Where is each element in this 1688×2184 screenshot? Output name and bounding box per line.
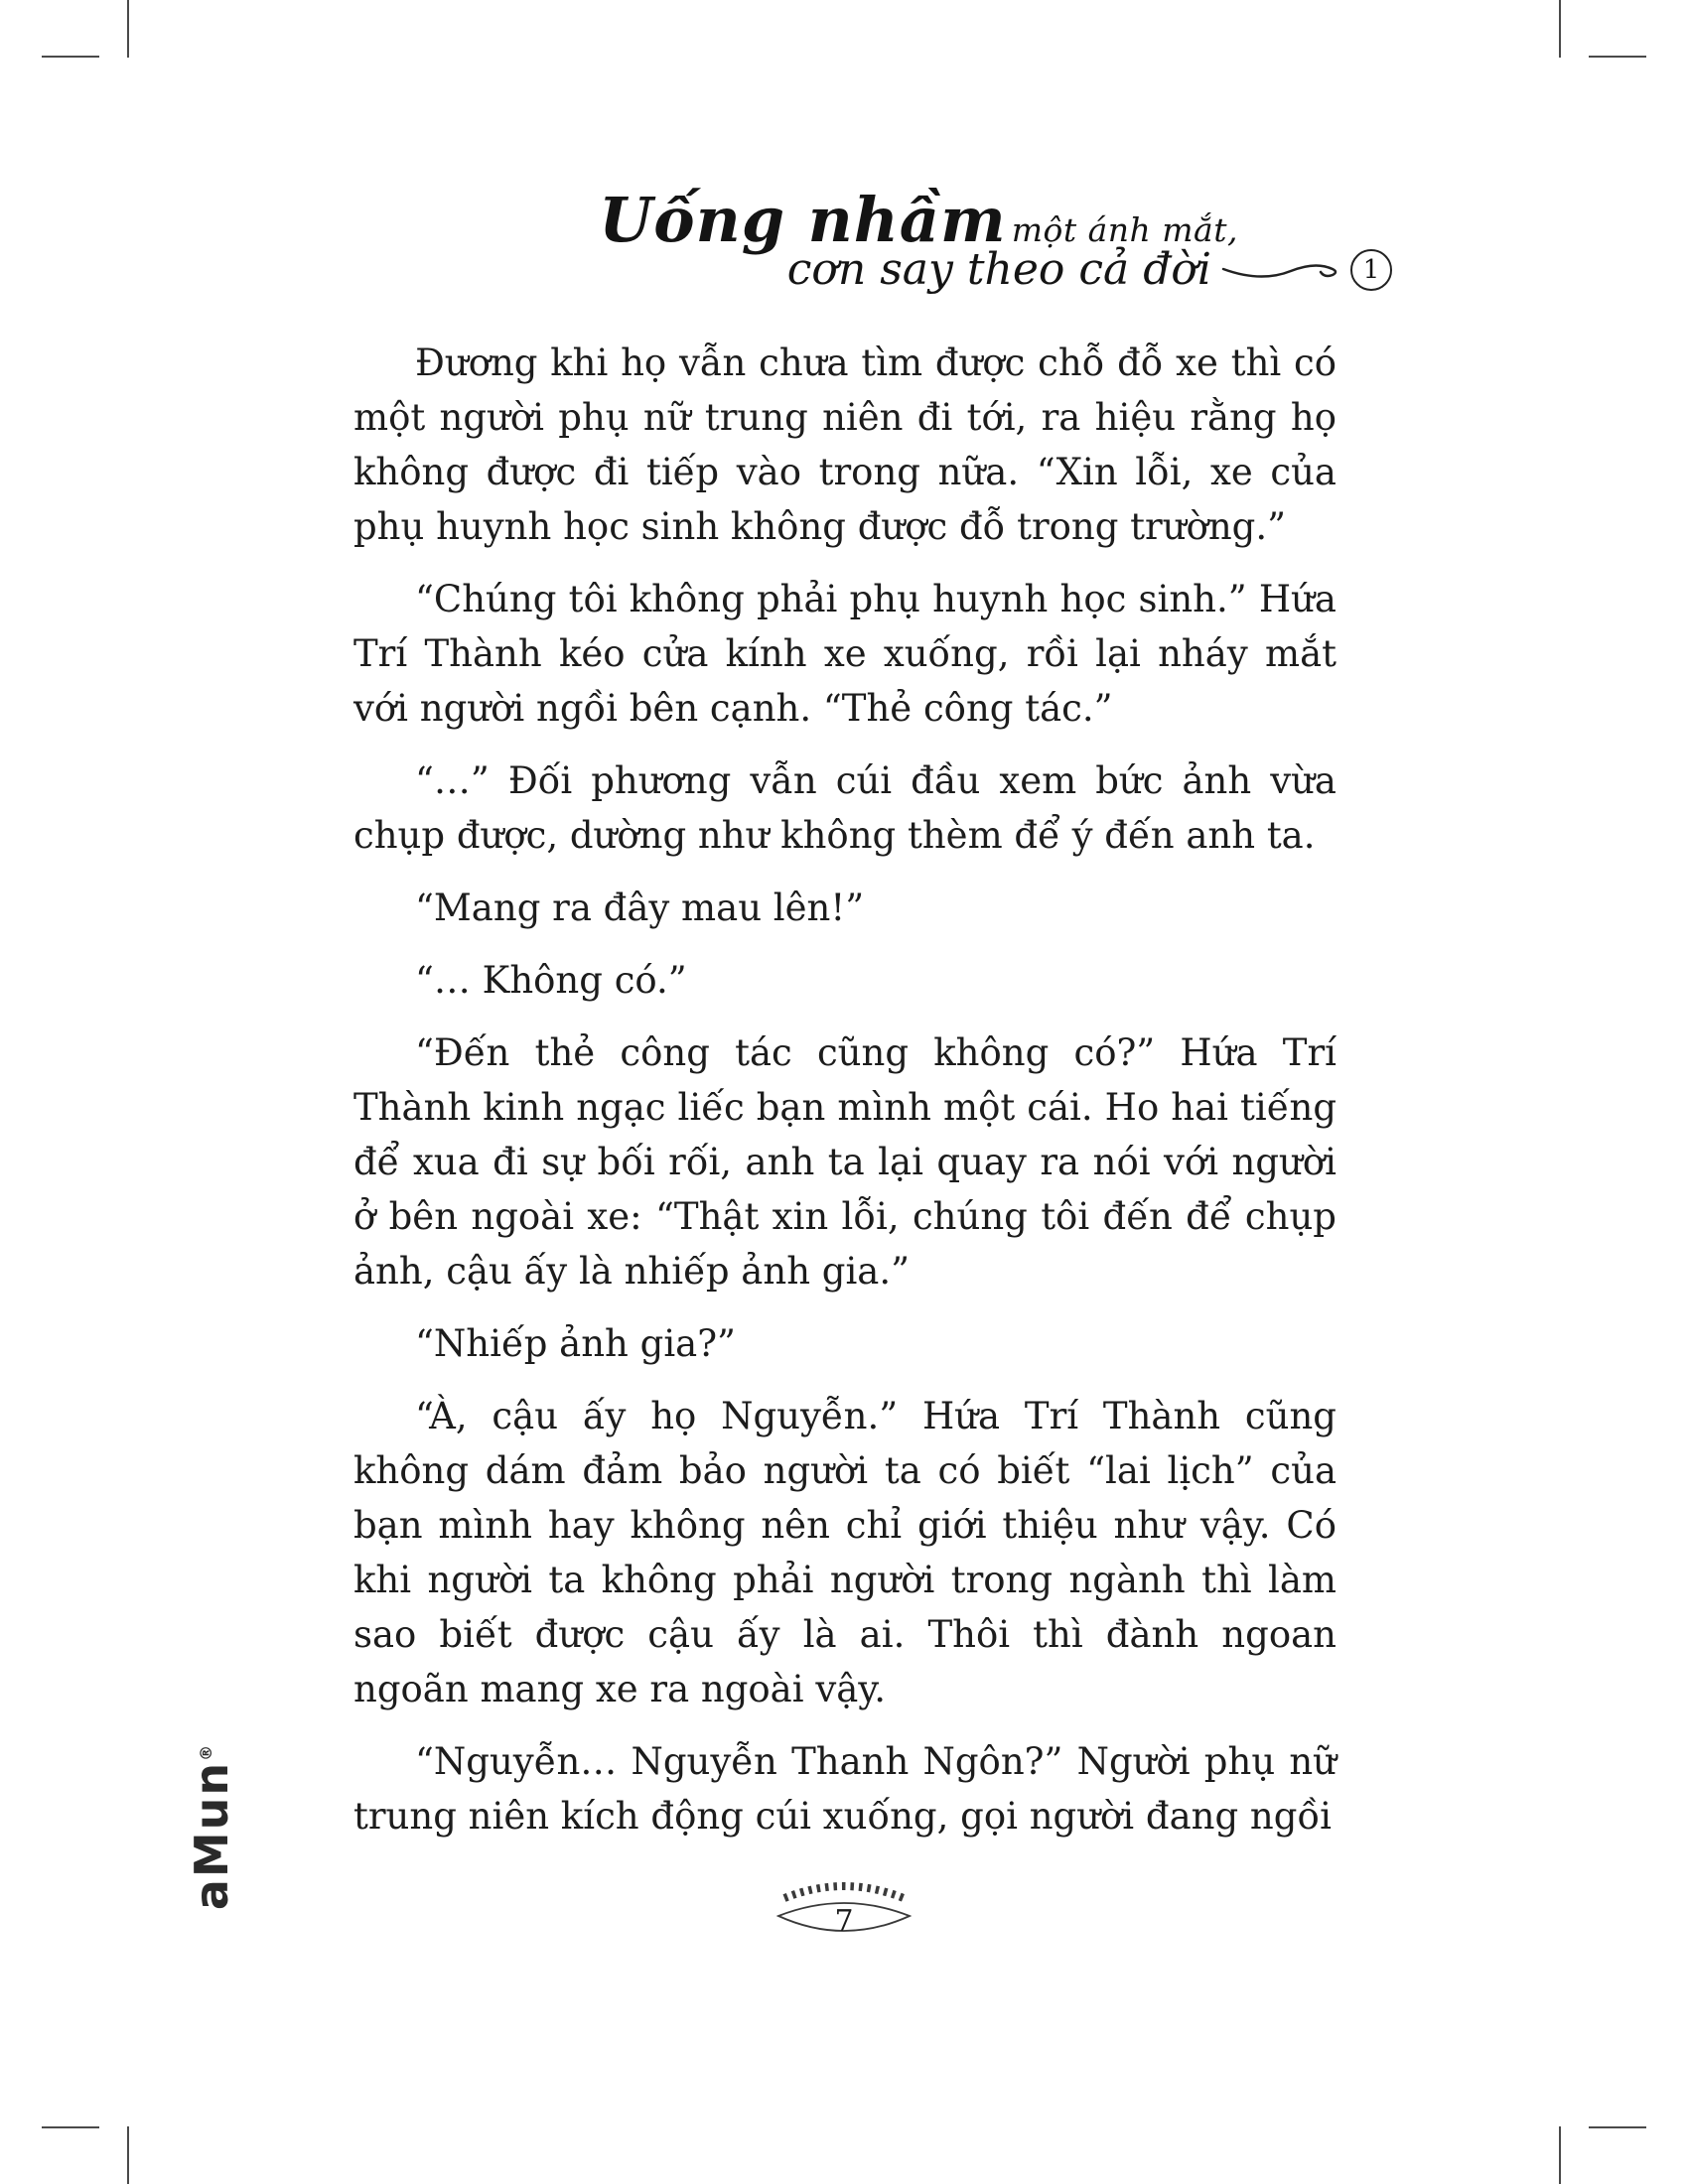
- publisher-logo: [147, 1742, 276, 1911]
- registered-mark: ®: [196, 1742, 215, 1761]
- page-footer: [767, 1868, 921, 1954]
- crop-mark: [1559, 0, 1561, 58]
- book-title-small: một ánh mắt,: [1011, 210, 1238, 249]
- crop-mark: [1559, 2126, 1561, 2184]
- crop-mark: [127, 0, 129, 58]
- page-number: 7: [834, 1904, 854, 1939]
- crop-mark: [1589, 56, 1646, 58]
- book-title-script: Uống nhầm: [599, 184, 1007, 256]
- crop-mark: [1589, 2126, 1646, 2128]
- flourish-ornament: [1221, 253, 1340, 287]
- paragraph: “Nhiếp ảnh gia?”: [415, 1322, 736, 1365]
- page-text: [353, 336, 1336, 1861]
- paragraph: “Chúng tôi không phải phụ huynh học sinh.” Hứa Trí Thành kéo cửa kính xe xuống, rồi lại nháy mắt với người ngồi bên cạnh. “Thẻ công tác.”: [353, 578, 1336, 730]
- book-subtitle: cơn say theo cả đời: [786, 244, 1211, 295]
- crop-mark: [42, 56, 99, 58]
- paragraph: Đương khi họ vẫn chưa tìm được chỗ đỗ xe thì có một người phụ nữ trung niên đi tới, ra hiệu rằng họ không được đi tiếp vào trong nữa. “Xin lỗi, xe của phụ huynh học sinh không được đỗ trong trường.”: [353, 341, 1336, 548]
- publisher-name: aMun: [185, 1760, 238, 1911]
- paragraph: “Nguyễn… Nguyễn Thanh Ngôn?” Người phụ nữ trung niên kích động cúi xuống, gọi người đang ngồi: [353, 1740, 1336, 1838]
- volume-badge: 1: [1350, 249, 1392, 291]
- crop-mark: [127, 2126, 129, 2184]
- running-header: [599, 184, 1392, 295]
- paragraph: “… Không có.”: [415, 959, 687, 1002]
- paragraph: “Mang ra đây mau lên!”: [415, 887, 865, 929]
- publisher-logo-text: [185, 1743, 238, 1910]
- paragraph: “Đến thẻ công tác cũng không có?” Hứa Trí Thành kinh ngạc liếc bạn mình một cái. Ho hai tiếng để xua đi sự bối rối, anh ta lại quay ra nói với người ở bên ngoài xe: “Thật xin lỗi, chúng tôi đến để chụp ảnh, cậu ấy là nhiếp ảnh gia.”: [353, 1031, 1336, 1293]
- paragraph: “À, cậu ấy họ Nguyễn.” Hứa Trí Thành cũng không dám đảm bảo người ta có biết “lai lịch” của bạn mình hay không nên chỉ giới thiệu như vậy. Có khi người ta không phải người trong ngành thì làm sao biết được cậu ấy là ai. Thôi thì đành ngoan ngoãn mang xe ra ngoài vậy.: [353, 1395, 1336, 1710]
- paragraph: “…” Đối phương vẫn cúi đầu xem bức ảnh vừa chụp được, dường như không thèm để ý đến anh ta.: [353, 759, 1336, 857]
- crop-mark: [42, 2126, 99, 2128]
